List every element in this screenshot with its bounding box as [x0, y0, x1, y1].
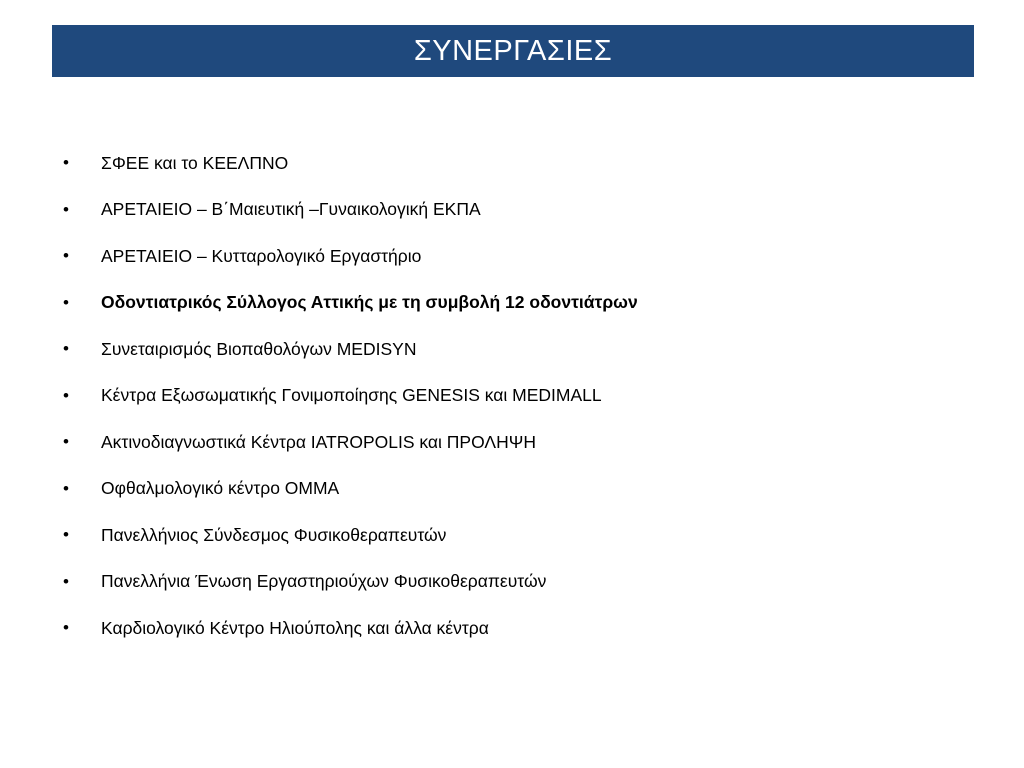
bullet-icon: •: [63, 292, 69, 312]
bullet-icon: •: [63, 385, 69, 405]
list-item-text: ΣΦΕΕ και το ΚΕΕΛΠΝΟ: [101, 152, 289, 173]
list-item: [60, 140, 960, 187]
list-item: [60, 187, 960, 234]
list-item-text: Κέντρα Εξωσωματικής Γονιμοποίησης GENESIS και MEDIMALL: [101, 385, 602, 406]
list-item-text: Πανελλήνια Ένωση Εργαστηριούχων Φυσικοθεραπευτών: [101, 571, 547, 592]
list-item-text: Πανελλήνιος Σύνδεσμος Φυσικοθεραπευτών: [101, 524, 447, 545]
list-item-text: Οφθαλμολογικό κέντρο ΟΜΜΑ: [101, 478, 340, 499]
list-item: [60, 373, 960, 420]
list-item-highlighted: [60, 280, 960, 327]
bullet-icon: •: [63, 153, 69, 173]
list-item-text: Καρδιολογικό Κέντρο Ηλιούπολης και άλλα κέντρα: [101, 617, 489, 638]
list-item-text: ΑΡΕΤΑΙΕΙΟ – Κυτταρολογικό Εργαστήριο: [101, 245, 422, 266]
bullet-icon: •: [63, 618, 69, 638]
list-item: [60, 559, 960, 606]
list-item: [60, 512, 960, 559]
bullet-icon: •: [63, 571, 69, 591]
list-item: [60, 605, 960, 652]
slide-title: ΣΥΝΕΡΓΑΣΙΕΣ: [413, 34, 613, 67]
list-item-text: Συνεταιρισμός Βιοπαθολόγων MEDISYN: [101, 338, 417, 359]
list-item-text: Οδοντιατρικός Σύλλογος Αττικής με τη συμβολή 12 οδοντιάτρων: [101, 292, 638, 313]
list-item: [60, 419, 960, 466]
bullet-icon: •: [63, 478, 69, 498]
bullet-icon: •: [63, 339, 69, 359]
list-item-text: Ακτινοδιαγνωστικά Κέντρα IATROPOLIS και ΠΡΟΛΗΨΗ: [101, 431, 536, 452]
bullet-icon: •: [63, 199, 69, 219]
bullet-icon: •: [63, 525, 69, 545]
list-item-text: ΑΡΕΤΑΙΕΙΟ – Β΄Μαιευτική –Γυναικολογική ΕΚΠΑ: [101, 199, 481, 220]
title-bar: [52, 25, 974, 77]
list-item: [60, 233, 960, 280]
list-item: [60, 466, 960, 513]
bullet-icon: •: [63, 432, 69, 452]
list-item: [60, 326, 960, 373]
bullet-list: [60, 140, 960, 652]
bullet-icon: •: [63, 246, 69, 266]
